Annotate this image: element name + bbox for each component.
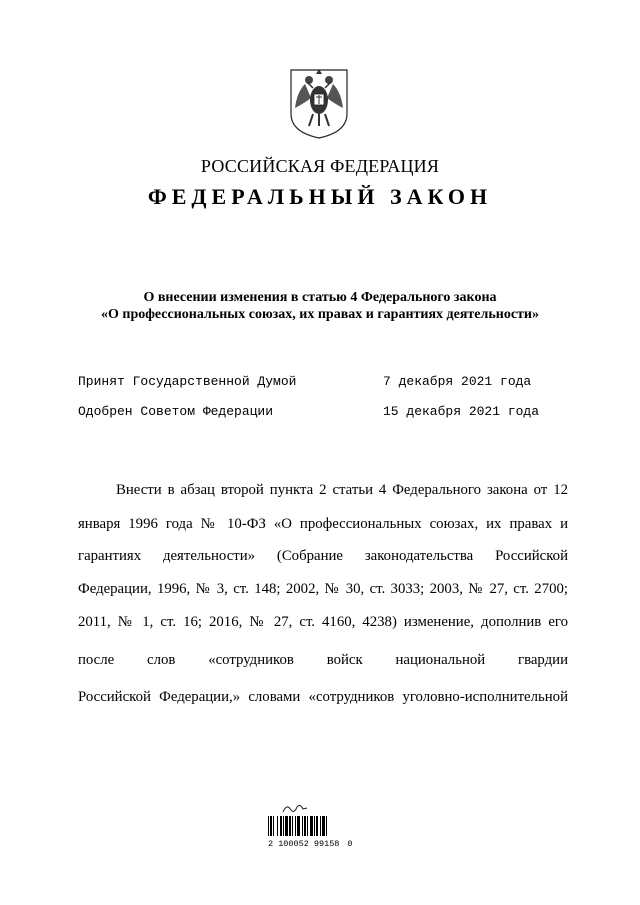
body-text-line: Федерации, 1996, № 3, ст. 148; 2002, № 30, ст. 3033; 2003, № 27, ст. 2700; [78, 581, 568, 597]
barcode-bar [302, 816, 303, 836]
barcode [268, 816, 350, 836]
barcode-bar [297, 816, 300, 836]
signature-mark [281, 801, 309, 815]
duma-adoption-date: 7 декабря 2021 года [383, 374, 532, 389]
barcode-bar [307, 816, 308, 836]
body-text-line: после слов «сотрудников войск национальной гвардии [78, 652, 568, 668]
barcode-bar [326, 816, 327, 836]
barcode-bar [320, 816, 321, 836]
body-text-line: Российской Федерации,» словами «сотрудников уголовно-исполнительной [78, 689, 568, 705]
law-subject-line-2: «О профессиональных союзах, их правах и гарантиях деятельности» [100, 307, 539, 322]
body-text-line: 2011, № 1, ст. 16; 2016, № 27, ст. 4160, 4238) изменение, дополнив его [78, 614, 568, 630]
law-subject-line-1: О внесении изменения в статью 4 Федерального закона [143, 290, 497, 305]
barcode-bar [277, 816, 278, 836]
body-text-line: января 1996 года № 10-ФЗ «О профессиональных союзах, их правах и [78, 516, 568, 532]
barcode-bar [314, 816, 315, 836]
barcode-number-main: 2 100052 99158 [268, 839, 340, 849]
barcode-bar [292, 816, 293, 836]
barcode-check-digit: 0 [347, 839, 353, 849]
coat-of-arms-emblem [287, 64, 351, 140]
body-text-line: Внести в абзац второй пункта 2 статьи 4 Федерального закона от 12 [116, 482, 568, 498]
barcode-bar [268, 816, 269, 836]
council-approval-date: 15 декабря 2021 года [383, 404, 540, 419]
barcode-bar [310, 816, 313, 836]
barcode-bar [270, 816, 272, 836]
barcode-bar [283, 816, 284, 836]
country-name: РОССИЙСКАЯ ФЕДЕРАЦИЯ [200, 156, 440, 176]
barcode-bar [322, 816, 325, 836]
barcode-bar [316, 816, 318, 836]
law-type-heading: ФЕДЕРАЛЬНЫЙ ЗАКОН [147, 184, 493, 209]
barcode-number [268, 839, 353, 849]
barcode-bar [285, 816, 288, 836]
barcode-bar [289, 816, 291, 836]
barcode-bar [295, 816, 296, 836]
barcode-bar [273, 816, 274, 836]
body-text-line: гарантиях деятельности» (Собрание законодательства Российской [78, 548, 568, 564]
council-approval-label: Одобрен Советом Федерации [78, 404, 274, 419]
barcode-bar [304, 816, 306, 836]
barcode-bar [280, 816, 282, 836]
duma-adoption-label: Принят Государственной Думой [78, 374, 297, 389]
